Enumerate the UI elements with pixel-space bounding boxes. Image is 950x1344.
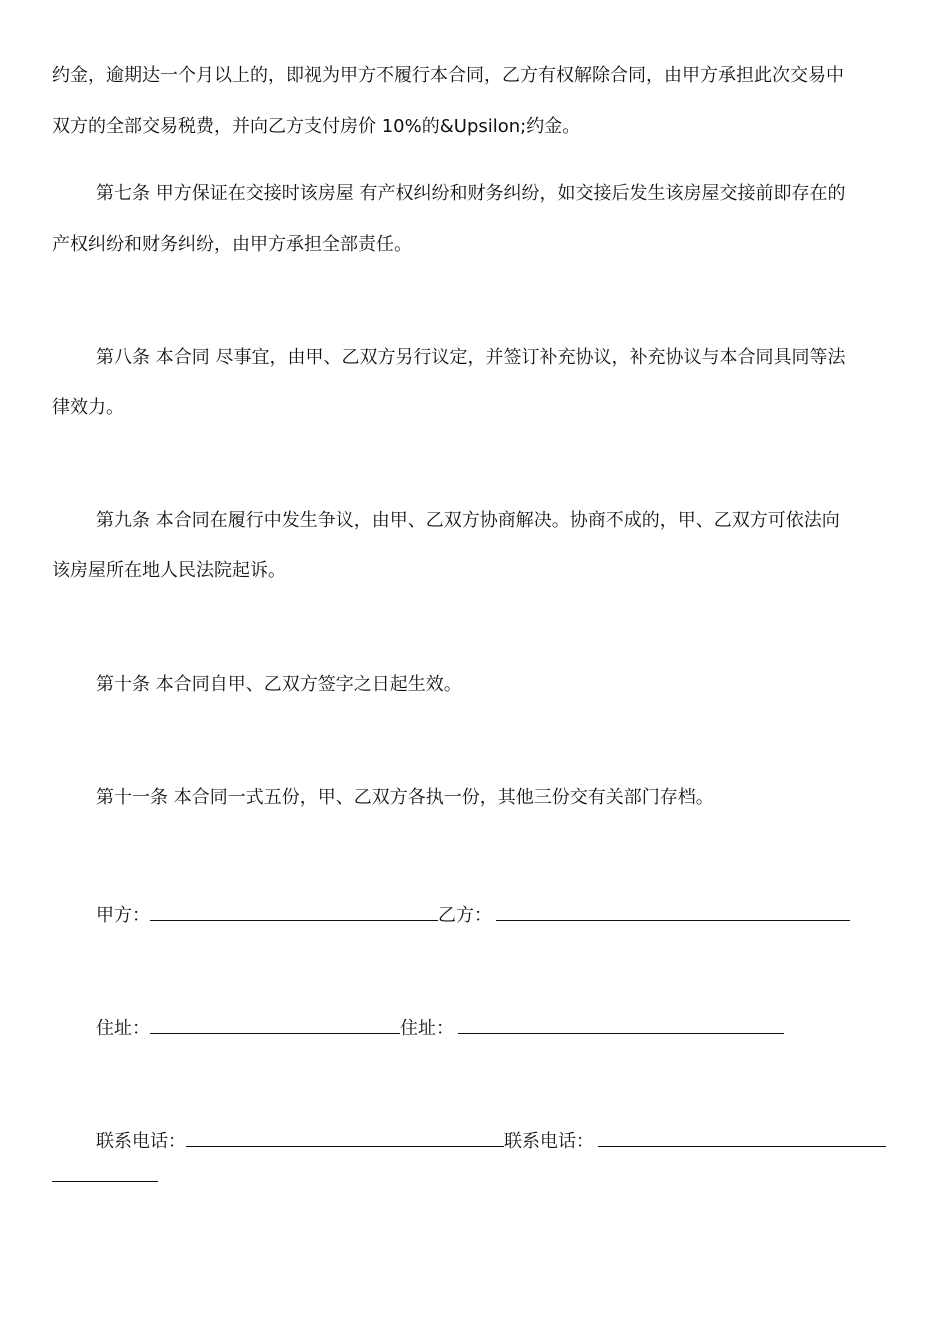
party-b-label: 乙方： <box>438 905 492 926</box>
party-row <box>96 898 850 924</box>
phone-a-label: 联系电话： <box>96 1131 186 1152</box>
address-a-label: 住址： <box>96 1018 150 1039</box>
party-a-blank <box>150 898 438 921</box>
address-b-label: 住址： <box>400 1018 454 1039</box>
clause-10: 第十条 本合同自甲、乙双方签字之日起生效。 <box>96 674 462 695</box>
clause-6-line-1: 约金，逾期达一个月以上的，即视为甲方不履行本合同，乙方有权解除合同，由甲方承担此次交易中 <box>52 65 844 86</box>
party-a-label: 甲方： <box>96 905 150 926</box>
clause-7-line-2: 产权纠纷和财务纠纷，由甲方承担全部责任。 <box>52 234 412 255</box>
phone-b-label: 联系电话： <box>504 1131 594 1152</box>
clause-8-line-1: 第八条 本合同 尽事宜，由甲、乙双方另行议定，并签订补充协议，补充协议与本合同具同等法 <box>96 347 846 368</box>
address-b-blank <box>458 1011 784 1034</box>
phone-row <box>96 1124 886 1150</box>
clause-11: 第十一条 本合同一式五份，甲、乙双方各执一份，其他三份交有关部门存档。 <box>96 787 714 808</box>
address-row <box>96 1011 784 1037</box>
clause-7-line-1: 第七条 甲方保证在交接时该房屋 有产权纠纷和财务纠纷，如交接后发生该房屋交接前即存在的 <box>96 183 846 204</box>
clause-9-line-2: 该房屋所在地人民法院起诉。 <box>52 560 286 581</box>
party-b-blank <box>496 898 850 921</box>
clause-9-line-1: 第九条 本合同在履行中发生争议，由甲、乙双方协商解决。协商不成的，甲、乙双方可依法向 <box>96 510 840 531</box>
phone-b-blank-continuation <box>52 1181 158 1182</box>
phone-a-blank <box>186 1124 504 1147</box>
clause-6-line-2: 双方的全部交易税费，并向乙方支付房价 10%的&Upsilon;约金。 <box>52 116 581 137</box>
clause-8-line-2: 律效力。 <box>52 397 124 418</box>
phone-b-blank <box>598 1124 886 1147</box>
address-a-blank <box>150 1011 400 1034</box>
